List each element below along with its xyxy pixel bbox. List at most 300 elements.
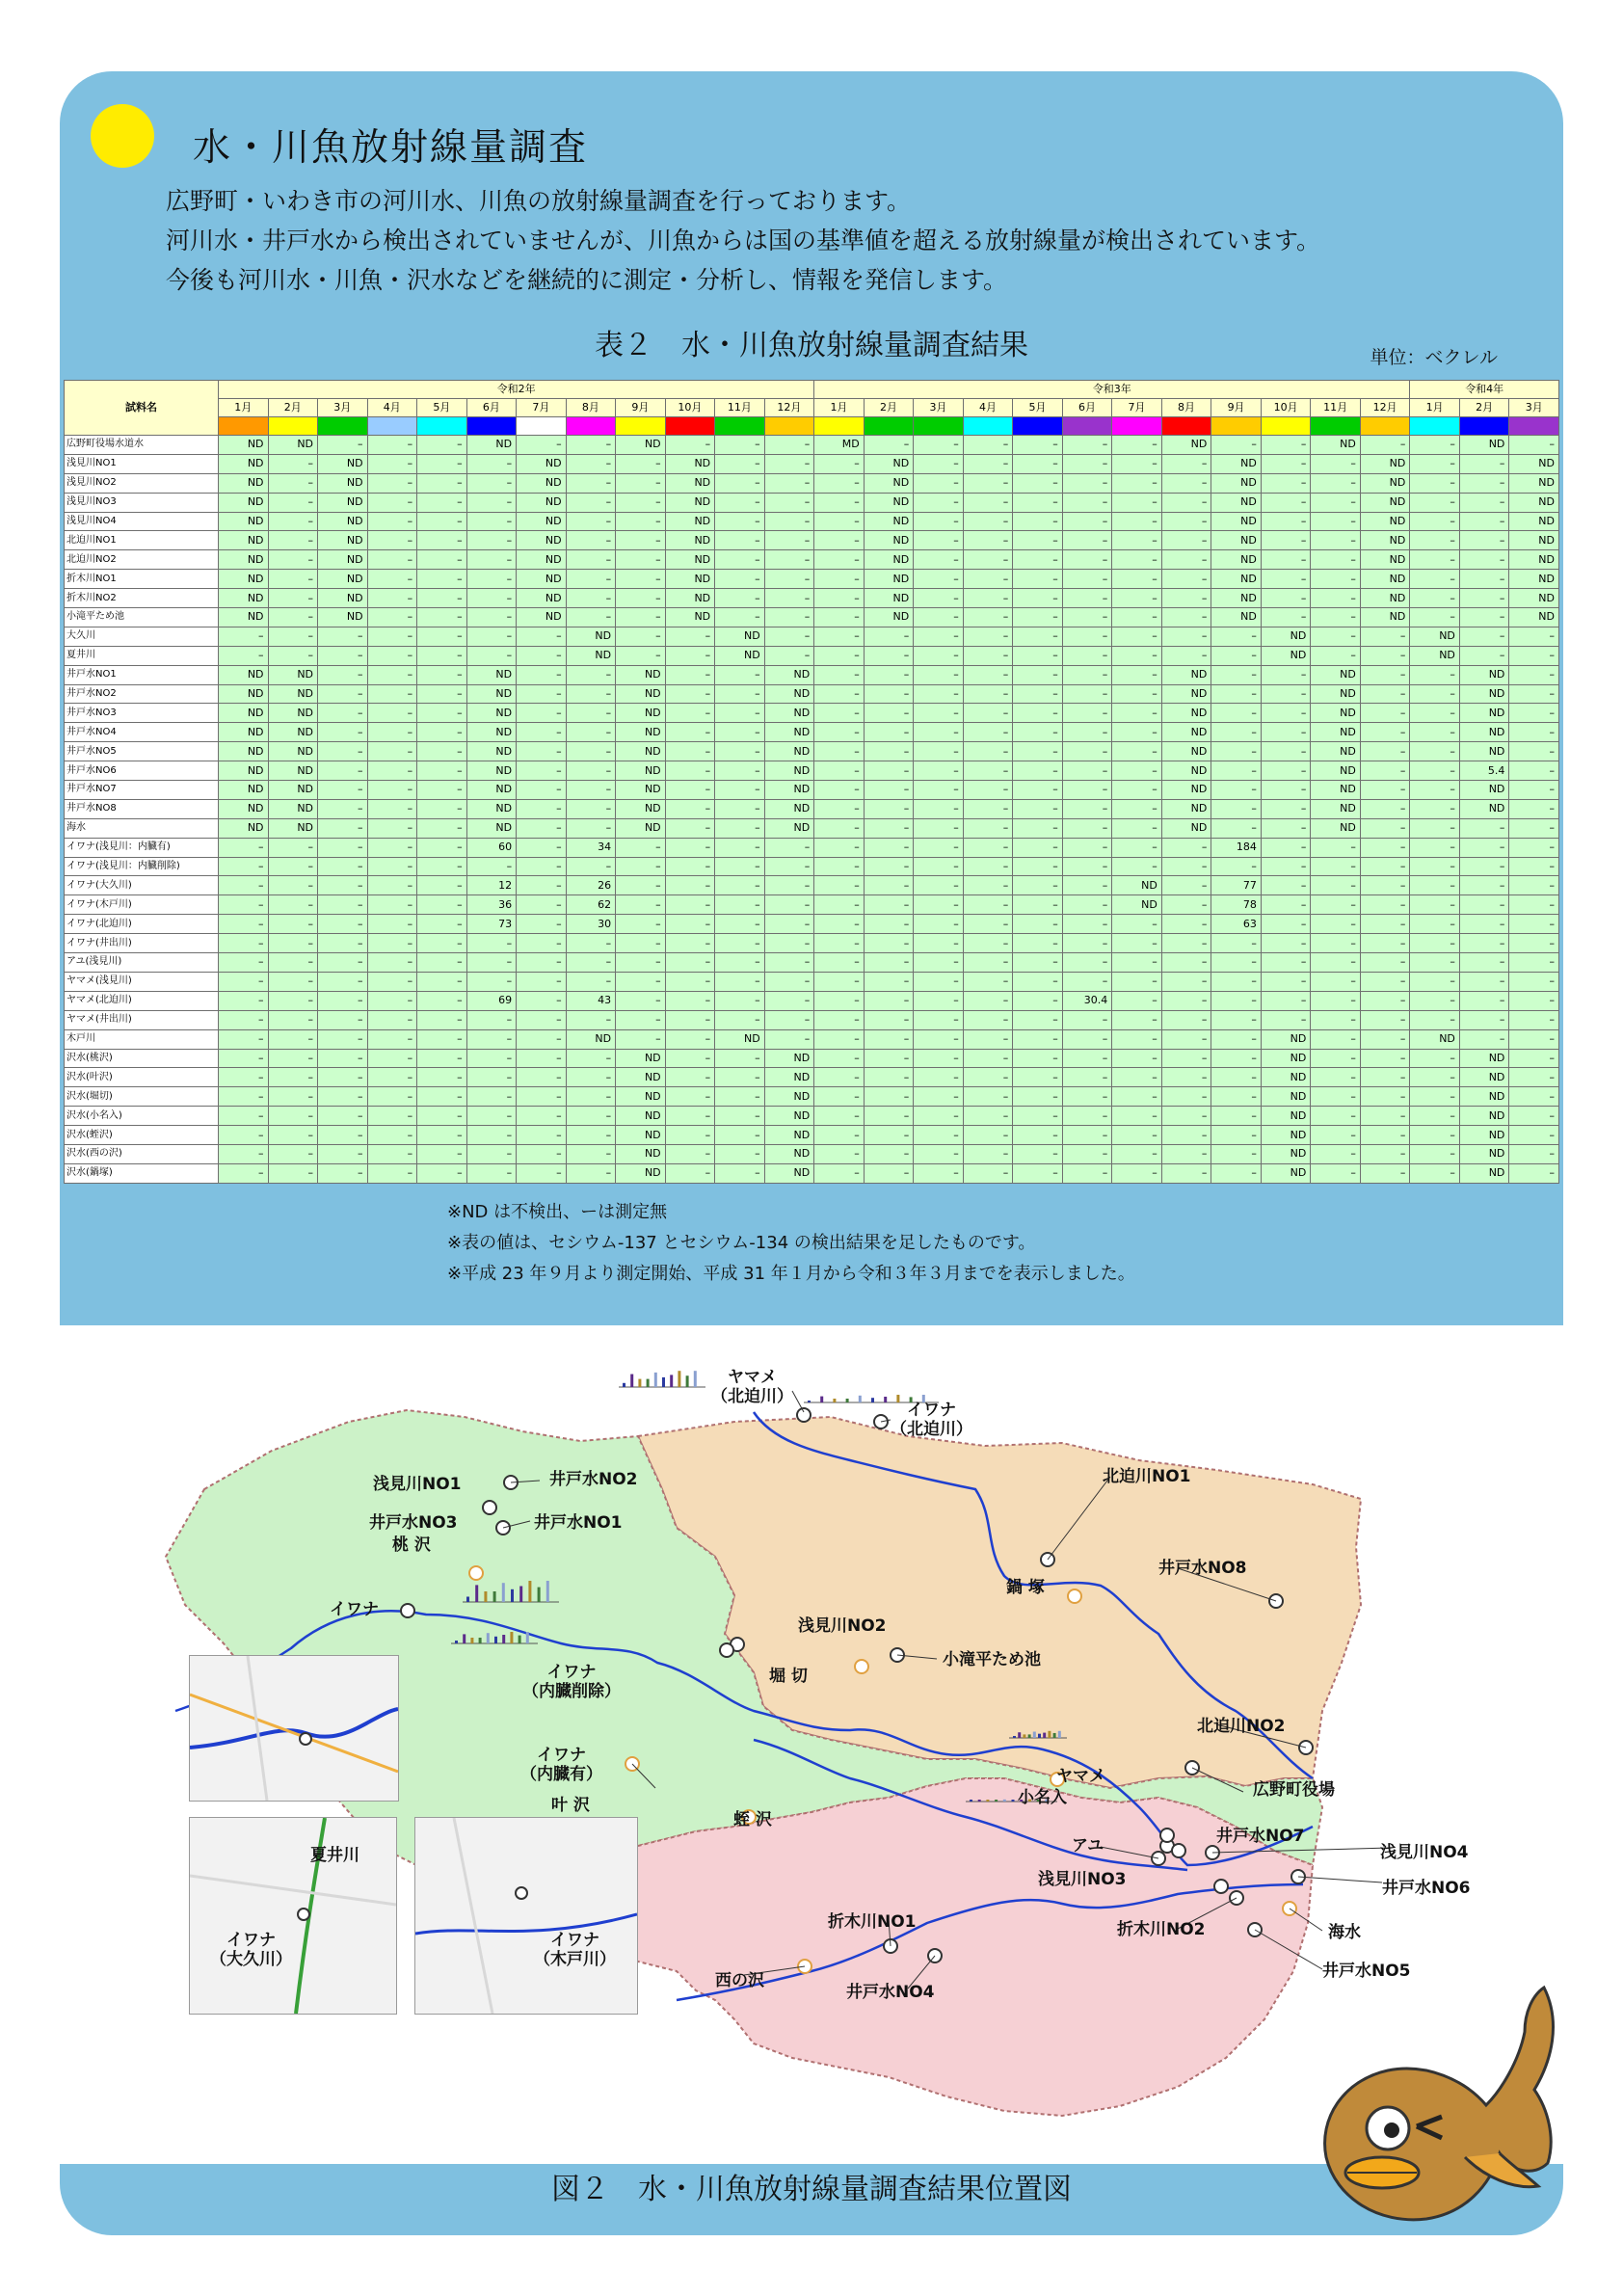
result-cell: –: [1013, 589, 1063, 608]
result-cell: –: [963, 1068, 1013, 1087]
result-cell: –: [963, 1029, 1013, 1049]
result-cell: –: [219, 1107, 269, 1126]
table-row: [65, 454, 1559, 473]
month-header: 9月: [1211, 399, 1262, 417]
sample-name: 北迫川NO1: [65, 531, 219, 550]
result-cell: –: [268, 991, 318, 1010]
result-cell: –: [566, 454, 616, 473]
result-cell: –: [318, 665, 368, 684]
result-cell: –: [616, 1010, 666, 1029]
result-cell: –: [1360, 436, 1410, 455]
result-cell: –: [517, 723, 567, 742]
result-cell: ND: [219, 454, 269, 473]
result-cell: ND: [864, 493, 914, 512]
result-cell: –: [1360, 1163, 1410, 1183]
result-cell: –: [367, 570, 417, 589]
result-cell: –: [616, 646, 666, 665]
result-cell: ND: [318, 589, 368, 608]
result-cell: ND: [764, 742, 814, 761]
result-cell: –: [814, 1126, 865, 1145]
result-cell: –: [1062, 589, 1112, 608]
result-cell: –: [1161, 857, 1211, 876]
result-cell: ND: [1161, 723, 1211, 742]
result-cell: –: [1211, 704, 1262, 723]
result-cell: ND: [219, 493, 269, 512]
result-cell: –: [665, 761, 715, 781]
result-cell: –: [1261, 895, 1311, 915]
result-cell: –: [864, 665, 914, 684]
result-cell: –: [367, 972, 417, 991]
year-header: 令和2年: [219, 381, 814, 399]
month-header: 12月: [764, 399, 814, 417]
result-cell: ND: [1360, 512, 1410, 531]
result-cell: –: [1211, 723, 1262, 742]
result-cell: –: [963, 627, 1013, 646]
result-cell: –: [417, 589, 467, 608]
result-cell: –: [715, 838, 765, 857]
result-cell: –: [665, 781, 715, 800]
label-kitasako1: 北迫川NO1: [1103, 1467, 1191, 1486]
month-color-swatch: [1459, 417, 1509, 436]
table-row: [65, 838, 1559, 857]
result-cell: –: [566, 665, 616, 684]
label-iwana-kitasako: イワナ （北迫川）: [891, 1401, 972, 1439]
result-cell: –: [1509, 915, 1559, 934]
result-cell: –: [1013, 972, 1063, 991]
result-cell: –: [1062, 799, 1112, 818]
result-cell: –: [665, 723, 715, 742]
inset-map-ohisa: [189, 1817, 397, 2015]
note-line: ※表の値は、セシウム-137 とセシウム-134 の検出結果を足したものです。: [447, 1233, 1036, 1253]
result-cell: –: [1112, 1144, 1162, 1163]
result-cell: –: [764, 857, 814, 876]
result-cell: –: [466, 1163, 517, 1183]
result-cell: –: [1261, 473, 1311, 493]
result-cell: ND: [318, 608, 368, 627]
result-cell: ND: [764, 1107, 814, 1126]
table-row: [65, 1087, 1559, 1107]
month-color-swatch: [864, 417, 914, 436]
result-cell: –: [1211, 1029, 1262, 1049]
result-cell: ND: [1459, 704, 1509, 723]
result-cell: ND: [764, 1049, 814, 1068]
result-cell: –: [665, 838, 715, 857]
result-cell: –: [616, 953, 666, 973]
result-cell: –: [367, 473, 417, 493]
month-color-swatch: [517, 417, 567, 436]
result-cell: –: [1311, 473, 1361, 493]
result-cell: –: [963, 646, 1013, 665]
label-kitasako2: 北迫川NO2: [1197, 1717, 1286, 1736]
mini-chart-bar: [1023, 1734, 1025, 1738]
result-cell: –: [914, 876, 964, 895]
result-cell: ND: [1211, 454, 1262, 473]
result-cell: –: [616, 493, 666, 512]
result-cell: –: [1509, 972, 1559, 991]
result-cell: –: [517, 1010, 567, 1029]
result-cell: –: [1013, 1144, 1063, 1163]
result-cell: –: [914, 627, 964, 646]
result-cell: –: [1211, 799, 1262, 818]
result-cell: –: [1410, 838, 1460, 857]
result-cell: –: [1062, 781, 1112, 800]
result-cell: –: [367, 895, 417, 915]
result-cell: ND: [1112, 876, 1162, 895]
month-color-swatch: [466, 417, 517, 436]
result-cell: –: [665, 934, 715, 953]
result-cell: –: [963, 1010, 1013, 1029]
result-cell: –: [1112, 838, 1162, 857]
result-cell: ND: [219, 742, 269, 761]
result-cell: –: [1509, 1010, 1559, 1029]
result-cell: –: [1509, 876, 1559, 895]
mini-chart-bar: [1013, 1736, 1016, 1738]
result-cell: –: [517, 915, 567, 934]
result-cell: –: [914, 704, 964, 723]
result-cell: –: [517, 818, 567, 838]
table-row: [65, 1144, 1559, 1163]
result-cell: –: [1161, 934, 1211, 953]
result-cell: –: [1211, 1087, 1262, 1107]
result-cell: 62: [566, 895, 616, 915]
result-cell: –: [367, 1068, 417, 1087]
mini-chart-bar: [859, 1396, 862, 1402]
result-cell: ND: [715, 646, 765, 665]
result-cell: ND: [864, 550, 914, 570]
result-cell: –: [1013, 646, 1063, 665]
result-cell: –: [219, 953, 269, 973]
result-cell: –: [566, 972, 616, 991]
result-cell: –: [914, 1126, 964, 1145]
result-cell: ND: [268, 436, 318, 455]
result-cell: –: [1261, 781, 1311, 800]
table-row: [65, 550, 1559, 570]
month-header: 12月: [1360, 399, 1410, 417]
result-cell: –: [466, 512, 517, 531]
result-cell: ND: [268, 818, 318, 838]
result-cell: –: [1509, 799, 1559, 818]
result-cell: –: [1062, 857, 1112, 876]
result-cell: –: [715, 1163, 765, 1183]
result-cell: –: [1112, 723, 1162, 742]
result-cell: –: [963, 436, 1013, 455]
result-cell: ND: [1261, 1049, 1311, 1068]
result-cell: –: [616, 915, 666, 934]
mini-chart-bar: [455, 1641, 458, 1643]
result-cell: –: [715, 895, 765, 915]
result-cell: –: [1311, 1163, 1361, 1183]
result-cell: –: [566, 473, 616, 493]
result-cell: –: [1112, 1049, 1162, 1068]
result-cell: –: [715, 704, 765, 723]
sample-name: イワナ(浅見川：内臓有): [65, 838, 219, 857]
result-cell: –: [1311, 646, 1361, 665]
result-cell: –: [367, 665, 417, 684]
result-cell: –: [1459, 915, 1509, 934]
result-cell: –: [665, 991, 715, 1010]
result-cell: –: [268, 1107, 318, 1126]
result-cell: –: [367, 857, 417, 876]
result-cell: –: [1509, 857, 1559, 876]
result-cell: –: [1509, 953, 1559, 973]
month-header: 8月: [566, 399, 616, 417]
result-cell: ND: [1459, 723, 1509, 742]
result-cell: –: [1112, 1107, 1162, 1126]
result-cell: –: [914, 934, 964, 953]
sample-name: 広野町役場水道水: [65, 436, 219, 455]
result-cell: ND: [1161, 818, 1211, 838]
result-cell: –: [1013, 570, 1063, 589]
result-cell: –: [1459, 1029, 1509, 1049]
result-cell: –: [1311, 991, 1361, 1010]
result-cell: –: [417, 646, 467, 665]
result-cell: ND: [1360, 473, 1410, 493]
result-cell: –: [318, 953, 368, 973]
result-cell: 73: [466, 915, 517, 934]
result-cell: –: [417, 608, 467, 627]
result-cell: –: [1013, 436, 1063, 455]
sample-name: 沢水(叶沢): [65, 1068, 219, 1087]
sample-name: 沢水(堀切): [65, 1087, 219, 1107]
result-cell: –: [1062, 934, 1112, 953]
result-cell: ND: [1261, 1107, 1311, 1126]
result-cell: –: [1013, 1068, 1063, 1087]
result-cell: –: [814, 934, 865, 953]
month-color-swatch: [914, 417, 964, 436]
result-cell: –: [1459, 1010, 1509, 1029]
result-cell: –: [665, 876, 715, 895]
result-cell: –: [417, 1144, 467, 1163]
result-cell: –: [914, 493, 964, 512]
result-cell: ND: [219, 704, 269, 723]
result-cell: –: [367, 1087, 417, 1107]
result-cell: –: [963, 493, 1013, 512]
result-cell: –: [764, 512, 814, 531]
sample-name: イワナ(井出川): [65, 934, 219, 953]
result-cell: –: [1410, 818, 1460, 838]
month-color-swatch: [1211, 417, 1262, 436]
sampling-point-marker: [797, 1408, 811, 1422]
result-cell: –: [963, 665, 1013, 684]
result-cell: –: [1013, 1010, 1063, 1029]
result-cell: 184: [1211, 838, 1262, 857]
result-cell: –: [1112, 991, 1162, 1010]
result-cell: –: [814, 608, 865, 627]
label-ido8: 井戸水NO8: [1158, 1559, 1247, 1578]
sample-name: 沢水(鍋塚): [65, 1163, 219, 1183]
result-cell: ND: [1261, 627, 1311, 646]
result-cell: –: [1062, 1029, 1112, 1049]
result-cell: –: [1112, 665, 1162, 684]
result-cell: ND: [466, 818, 517, 838]
result-cell: –: [1013, 781, 1063, 800]
result-cell: –: [1261, 704, 1311, 723]
result-cell: –: [318, 704, 368, 723]
result-cell: –: [1161, 493, 1211, 512]
result-cell: –: [417, 436, 467, 455]
result-cell: –: [1459, 550, 1509, 570]
result-cell: –: [1261, 454, 1311, 473]
result-cell: –: [616, 857, 666, 876]
result-cell: –: [814, 1107, 865, 1126]
result-cell: –: [318, 436, 368, 455]
result-cell: –: [1311, 953, 1361, 973]
result-cell: –: [517, 1107, 567, 1126]
result-cell: –: [219, 1010, 269, 1029]
result-cell: –: [665, 915, 715, 934]
result-cell: ND: [1112, 895, 1162, 915]
result-cell: –: [1211, 1144, 1262, 1163]
result-cell: –: [1062, 493, 1112, 512]
month-color-swatch: [268, 417, 318, 436]
month-header: 8月: [1161, 399, 1211, 417]
result-cell: ND: [764, 665, 814, 684]
result-cell: –: [367, 799, 417, 818]
result-cell: ND: [466, 761, 517, 781]
result-cell: –: [1459, 646, 1509, 665]
result-cell: –: [665, 1126, 715, 1145]
result-cell: –: [1410, 665, 1460, 684]
result-cell: ND: [1410, 1029, 1460, 1049]
result-cell: –: [417, 1087, 467, 1107]
table-row: [65, 895, 1559, 915]
result-cell: ND: [318, 550, 368, 570]
result-cell: –: [417, 915, 467, 934]
month-color-swatch: [367, 417, 417, 436]
result-cell: –: [864, 742, 914, 761]
month-header: 5月: [417, 399, 467, 417]
result-cell: –: [864, 1029, 914, 1049]
result-cell: –: [864, 818, 914, 838]
result-cell: –: [318, 723, 368, 742]
table-notes: [447, 1197, 1135, 1290]
result-cell: ND: [466, 704, 517, 723]
result-cell: ND: [219, 665, 269, 684]
result-cell: –: [1509, 1107, 1559, 1126]
result-cell: –: [1509, 1144, 1559, 1163]
result-cell: –: [268, 1144, 318, 1163]
result-cell: –: [1013, 512, 1063, 531]
result-cell: ND: [764, 818, 814, 838]
result-cell: ND: [318, 493, 368, 512]
result-cell: –: [1410, 531, 1460, 550]
result-cell: –: [566, 608, 616, 627]
result-cell: –: [914, 742, 964, 761]
mini-chart-bar: [494, 1637, 497, 1643]
result-cell: ND: [715, 1029, 765, 1049]
sample-name: アユ(浅見川): [65, 953, 219, 973]
sample-name: 井戸水NO8: [65, 799, 219, 818]
month-color-swatch: [1112, 417, 1162, 436]
result-cell: –: [914, 665, 964, 684]
result-cell: –: [1410, 1010, 1460, 1029]
result-cell: ND: [1410, 627, 1460, 646]
result-cell: –: [1410, 1068, 1460, 1087]
result-cell: ND: [1211, 512, 1262, 531]
result-cell: –: [1161, 1107, 1211, 1126]
table-row: [65, 934, 1559, 953]
result-cell: ND: [566, 1029, 616, 1049]
month-color-swatch: [616, 417, 666, 436]
mini-chart-bar: [487, 1633, 490, 1643]
table-row: [65, 723, 1559, 742]
result-cell: –: [1112, 781, 1162, 800]
result-cell: –: [1261, 589, 1311, 608]
result-cell: –: [1161, 570, 1211, 589]
result-cell: ND: [764, 1087, 814, 1107]
result-cell: –: [1112, 818, 1162, 838]
result-cell: –: [517, 665, 567, 684]
result-cell: –: [466, 589, 517, 608]
result-cell: –: [665, 1010, 715, 1029]
result-cell: –: [1360, 627, 1410, 646]
result-cell: –: [1410, 570, 1460, 589]
result-cell: –: [1062, 972, 1112, 991]
result-cell: –: [764, 570, 814, 589]
result-cell: –: [963, 570, 1013, 589]
result-cell: –: [1360, 799, 1410, 818]
result-cell: –: [1410, 608, 1460, 627]
result-cell: –: [764, 915, 814, 934]
result-cell: –: [1013, 1107, 1063, 1126]
result-cell: ND: [268, 742, 318, 761]
table-row: [65, 761, 1559, 781]
result-cell: –: [914, 589, 964, 608]
result-cell: –: [665, 818, 715, 838]
result-cell: –: [1459, 512, 1509, 531]
result-cell: –: [1410, 781, 1460, 800]
sample-name: ヤマメ(浅見川): [65, 972, 219, 991]
sampling-point-marker: [469, 1566, 483, 1580]
table-row: [65, 493, 1559, 512]
result-cell: –: [1211, 991, 1262, 1010]
result-cell: –: [268, 1029, 318, 1049]
mini-chart-bar: [519, 1587, 522, 1603]
note-line: ※平成 23 年９月より測定開始、平成 31 年１月から令和３年３月までを表示しました。: [447, 1264, 1135, 1284]
result-cell: ND: [764, 704, 814, 723]
result-cell: –: [417, 972, 467, 991]
result-cell: –: [268, 627, 318, 646]
mini-chart-bar: [466, 1597, 469, 1603]
month-color-row: [65, 417, 1559, 436]
month-color-swatch: [219, 417, 269, 436]
result-cell: –: [517, 684, 567, 704]
result-cell: –: [914, 608, 964, 627]
result-cell: ND: [566, 646, 616, 665]
mini-chart-bar: [1048, 1731, 1051, 1738]
result-cell: –: [1410, 934, 1460, 953]
result-cell: –: [814, 531, 865, 550]
result-cell: –: [1112, 761, 1162, 781]
result-cell: –: [1410, 436, 1460, 455]
result-cell: –: [914, 454, 964, 473]
result-cell: –: [367, 684, 417, 704]
table-row: [65, 436, 1559, 455]
result-cell: –: [864, 761, 914, 781]
sample-name: 浅見川NO2: [65, 473, 219, 493]
result-cell: –: [914, 857, 964, 876]
mini-chart-bar: [833, 1399, 836, 1402]
result-cell: –: [963, 818, 1013, 838]
result-cell: –: [318, 799, 368, 818]
result-cell: –: [864, 627, 914, 646]
result-cell: –: [1062, 608, 1112, 627]
result-cell: –: [367, 818, 417, 838]
inset-map-natsui: [189, 1655, 399, 1802]
result-cell: –: [466, 493, 517, 512]
result-cell: –: [318, 1144, 368, 1163]
result-cell: ND: [1261, 1087, 1311, 1107]
